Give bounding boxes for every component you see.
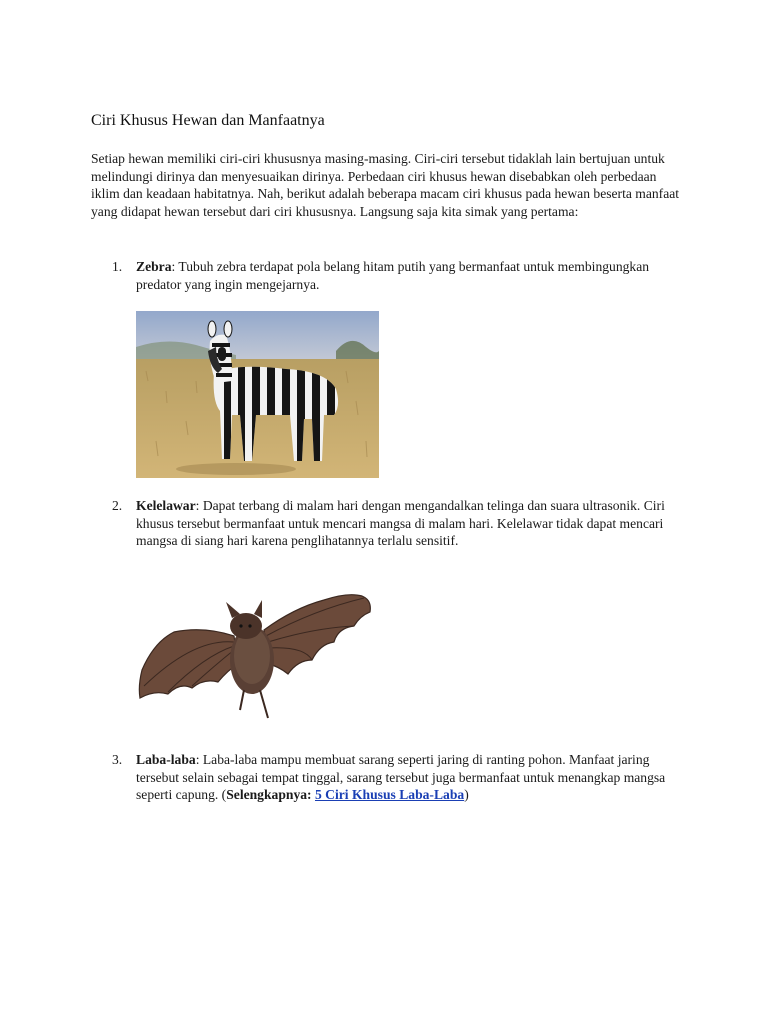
list-item-text — [136, 497, 672, 550]
list-item-zebra — [112, 258, 672, 293]
item-term: Kelelawar — [136, 498, 196, 513]
bat-image — [134, 586, 374, 732]
list-number: 2. — [112, 498, 123, 513]
laba-laba-link[interactable]: 5 Ciri Khusus Laba-Laba — [314, 787, 465, 803]
list-item-kelelawar — [112, 497, 672, 550]
list-item-text — [136, 751, 672, 804]
item-description: : Dapat terbang di malam hari dengan mengandalkan telinga dan suara ultrasonik. Ciri khusus tersebut bermanfaat untuk mencari mangsa di malam hari. Kelelawar tidak dapat mencari mangsa di siang hari karena penglihatannya terlalu sensitif. — [136, 498, 665, 549]
zebra-image — [136, 311, 379, 478]
list-number: 1. — [112, 259, 123, 274]
item-term: Laba-laba — [136, 752, 196, 767]
zebra-photo-icon — [136, 311, 379, 478]
list-item-laba-laba — [112, 751, 672, 804]
bat-photo-icon — [134, 586, 374, 732]
closing-paren: ) — [464, 787, 469, 803]
item-description: : Tubuh zebra terdapat pola belang hitam putih yang bermanfaat untuk membingungkan predator yang ingin mengejarnya. — [136, 259, 650, 292]
more-label: Selengkapnya: — [226, 787, 312, 803]
item-description: : Laba-laba mampu membuat sarang seperti jaring di ranting pohon. Manfaat jaring tersebut selain sebagai tempat tinggal, sarang tersebut juga bermanfaat untuk menangkap mangsa seperti capung. ( — [136, 752, 666, 803]
document-title: Ciri Khusus Hewan dan Manfaatnya — [91, 112, 325, 129]
intro-paragraph: Setiap hewan memiliki ciri-ciri khususnya masing-masing. Ciri-ciri tersebut tidaklah lain bertujuan untuk melindungi dirinya dan menyesuaikan dirinya. Perbedaan ciri khusus hewan disebabkan oleh perbedaan iklim dan keadaan habitatnya. Nah, berikut adalah beberapa macam ciri khusus pada hewan beserta manfaat yang didapat hewan tersebut dari ciri khususnya. Langsung saja kita simak yang pertama: — [91, 151, 680, 219]
list-item-text — [136, 258, 672, 293]
list-number: 3. — [112, 752, 123, 767]
item-term: Zebra — [136, 259, 172, 274]
